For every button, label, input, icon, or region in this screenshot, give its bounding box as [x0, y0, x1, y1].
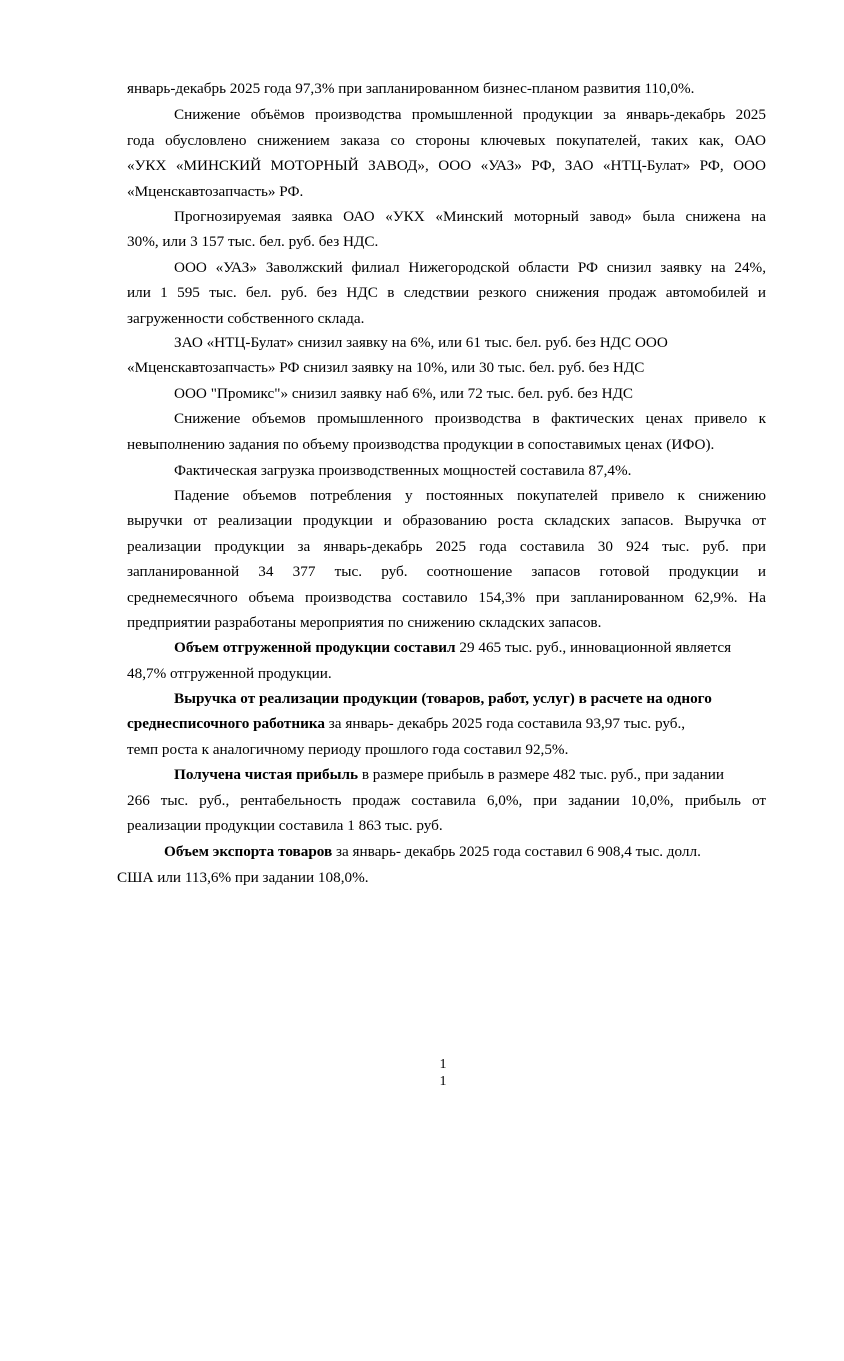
text-line: январь-декабрь 2025 года 97,3% при запланированном бизнес-планом развития 110,0%. [127, 80, 695, 97]
text-line: среднемесячного объема производства составило 154,3% при запланированном 62,9%. На [127, 589, 766, 606]
text-line: Снижение объёмов производства промышленной продукции за январь-декабрь 2025 [174, 106, 766, 123]
text-line: Прогнозируемая заявка ОАО «УКХ «Минский моторный завод» была снижена на [174, 208, 766, 225]
text-line: реализации продукции за январь-декабрь 2025 года составила 30 924 тыс. руб. при [127, 538, 766, 555]
text-line: выручки от реализации продукции и образованию роста складских запасов. Выручка от [127, 512, 766, 529]
text-line: загруженности собственного склада. [127, 310, 365, 327]
text-line: невыполнению задания по объему производства продукции в сопоставимых ценах (ИФО). [127, 436, 715, 453]
text-line: ООО "Промикс"» снизил заявку наб 6%, или 72 тыс. бел. руб. без НДС [174, 385, 634, 402]
text-line [174, 765, 724, 785]
text-line [127, 714, 685, 734]
text-line: темп роста к аналогичному периоду прошлого года составил 92,5%. [127, 741, 569, 758]
text-line: реализации продукции составила 1 863 тыс. руб. [127, 817, 443, 834]
text-line: ООО «УАЗ» Заволжский филиал Нижегородской области РФ снизил заявку на 24%, [174, 259, 766, 276]
text-line: предприятии разработаны мероприятия по снижению складских запасов. [127, 614, 602, 631]
text-line: или 1 595 тыс. бел. руб. без НДС в следствии резкого снижения продаж автомобилей и [127, 284, 766, 301]
text-line: года обусловлено снижением заказа со стороны ключевых покупателей, таких как, ОАО [127, 132, 766, 149]
text-line: Снижение объемов промышленного производства в фактических ценах привело к [174, 410, 766, 427]
text-run: за январь- декабрь 2025 года составила 93,97 тыс. руб., [325, 715, 686, 732]
text-line: «Мценскавтозапчасть» РФ. [127, 183, 304, 200]
text-line: 266 тыс. руб., рентабельность продаж составила 6,0%, при задании 10,0%, прибыль от [127, 792, 766, 809]
bold-lead: Объем экспорта товаров [164, 843, 333, 860]
bold-lead: среднесписочного работника [127, 715, 325, 732]
bold-lead: Получена чистая прибыль [174, 766, 359, 783]
text-line: ЗАО «НТЦ-Булат» снизил заявку на 6%, или 61 тыс. бел. руб. без НДС ООО [174, 334, 668, 351]
bold-lead: Объем отгруженной продукции составил [174, 639, 456, 656]
text-line: США или 113,6% при задании 108,0%. [117, 869, 369, 886]
text-run: 29 465 тыс. руб., инновационной является [455, 639, 732, 656]
text-line [174, 689, 712, 709]
text-line [164, 842, 701, 862]
text-line: «Мценскавтозапчасть» РФ снизил заявку на 10%, или 30 тыс. бел. руб. без НДС [127, 359, 645, 376]
text-line: Фактическая загрузка производственных мощностей составила 87,4%. [174, 462, 632, 479]
text-line [174, 638, 766, 658]
page-number: 1 [439, 1074, 447, 1089]
text-line: «УКХ «МИНСКИЙ МОТОРНЫЙ ЗАВОД», ООО «УАЗ» РФ, ЗАО «НТЦ-Булат» РФ, ООО [127, 157, 766, 174]
text-line: 48,7% отгруженной продукции. [127, 665, 332, 682]
text-run: за январь- декабрь 2025 года составил 6 908,4 тыс. долл. [332, 843, 701, 860]
page-number: 1 [439, 1057, 447, 1072]
text-line: 30%, или 3 157 тыс. бел. руб. без НДС. [127, 233, 379, 250]
bold-lead: Выручка от реализации продукции (товаров, работ, услуг) в расчете на одного [174, 690, 712, 707]
text-line: запланированной 34 377 тыс. руб. соотношение запасов готовой продукции и [127, 563, 766, 580]
text-line: Падение объемов потребления у постоянных покупателей привело к снижению [174, 487, 766, 504]
text-run: в размере прибыль в размере 482 тыс. руб., при задании [358, 766, 724, 783]
